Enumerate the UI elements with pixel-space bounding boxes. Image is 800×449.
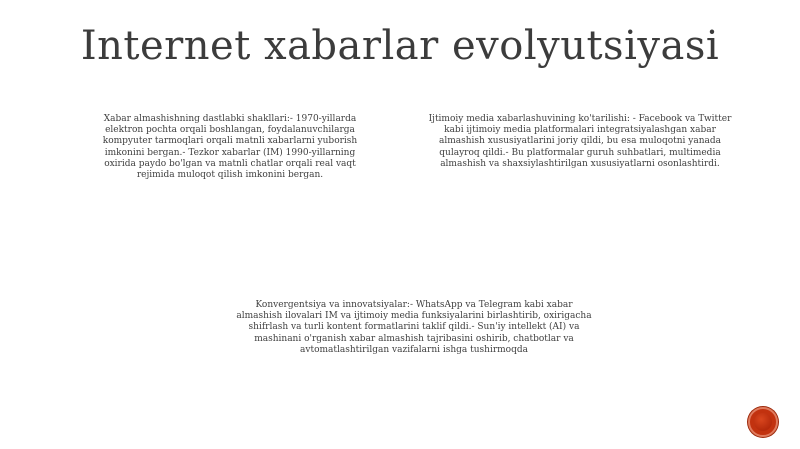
circle-nav-icon bbox=[754, 413, 772, 431]
text-block-convergence: Konvergentsiya va innovatsiyalar:- WhatsApp va Telegram kabi xabar almashish ilovalari IM va ijtimoiy media funksiyalarini birlashtirib, oxirigacha shifrlash va turli kontent formatlarini taklif qildi.- Sun'iy intellekt (AI) va mashinani o'rganish xabar almashish tajribasini oshirib, chatbotlar va avtomatlashtirilgan vazifalarni ishga tushirmoqda bbox=[236, 300, 592, 355]
next-slide-button[interactable] bbox=[748, 407, 778, 437]
text-block-social-media: Ijtimoiy media xabarlashuvining ko'tarilishi: - Facebook va Twitter kabi ijtimoiy media platformalari integratsiyalashgan xabar almashish xususiyatlarini joriy qildi, bu esa muloqotni yanada qulayroq qildi.- Bu platformalar guruh suhbatlari, multimedia almashish va shaxsiylashtirilgan xususiyatlarni osonlashtirdi. bbox=[428, 114, 732, 169]
text-block-early-forms: Xabar almashishning dastlabki shakllari:- 1970-yillarda elektron pochta orqali boshlangan, foydalanuvchilarga kompyuter tarmoqlari orqali matnli xabarlarni yuborish imkonini bergan.- Tezkor xabarlar (IM) 1990-yillarning oxirida paydo bo'lgan va matnli chatlar orqali real vaqt rejimida muloqot qilish imkonini bergan. bbox=[102, 114, 358, 181]
slide-title: Internet xabarlar evolyutsiyasi bbox=[80, 23, 720, 69]
